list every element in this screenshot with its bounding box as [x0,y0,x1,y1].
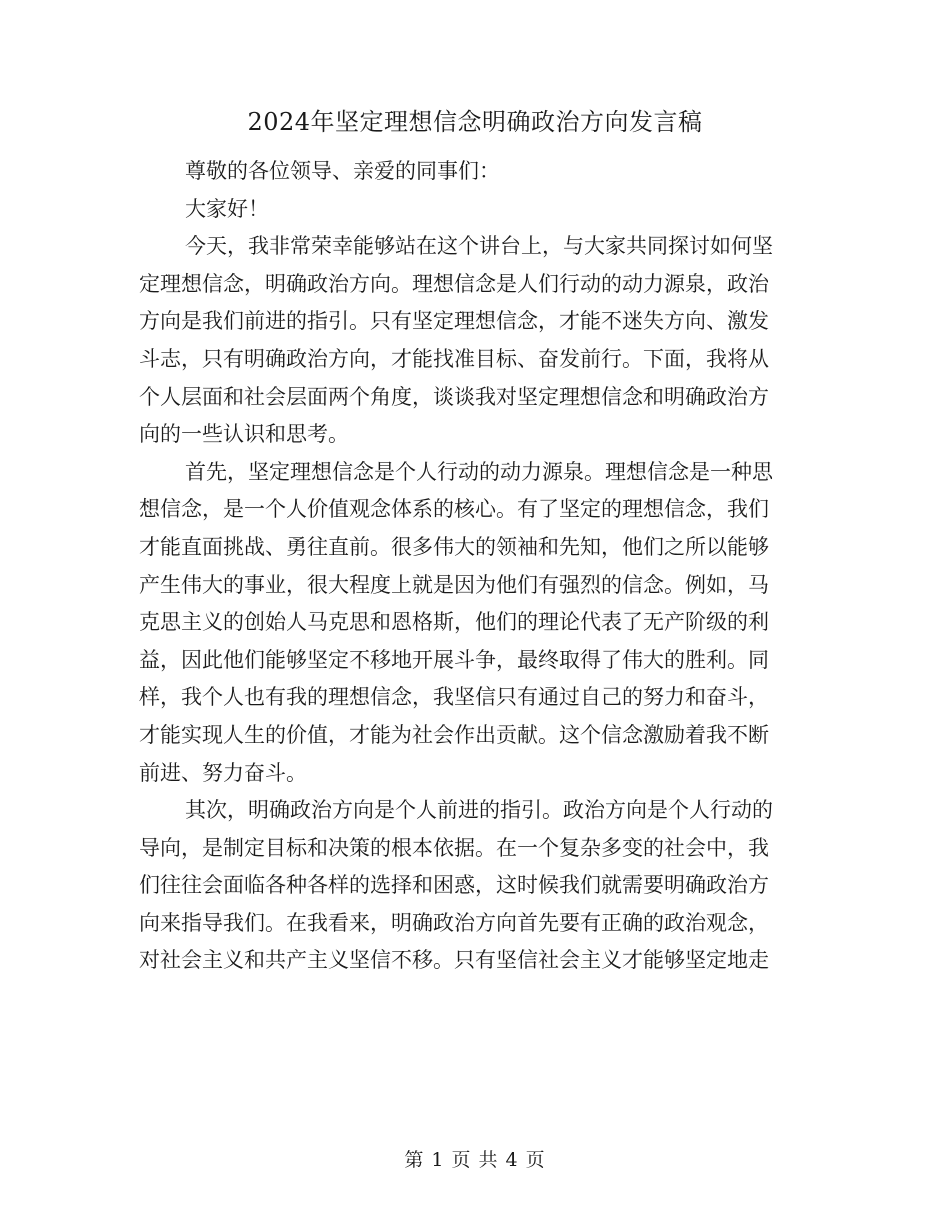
paragraph-1-line-5: 个人层面和社会层面两个角度，谈谈我对坚定理想信念和明确政治方 [139,384,769,409]
paragraph-2-line-8: 才能实现人生的价值，才能为社会作出贡献。这个信念激励着我不断 [139,722,769,747]
salutation-line: 尊敬的各位领导、亲爱的同事们： [185,159,500,183]
paragraph-3-line-1: 其次，明确政治方向是个人前进的指引。政治方向是个人行动的 [185,798,773,823]
paragraph-1-line-1: 今天，我非常荣幸能够站在这个讲台上，与大家共同探讨如何坚 [185,234,773,259]
paragraph-2-line-3: 才能直面挑战、勇往直前。很多伟大的领袖和先知，他们之所以能够 [139,534,769,559]
paragraph-3-line-2: 导向，是制定目标和决策的根本依据。在一个复杂多变的社会中，我 [139,835,769,860]
paragraph-2-line-7: 样，我个人也有我的理想信念，我坚信只有通过自己的努力和奋斗， [139,685,769,710]
paragraph-2-line-9: 前进、努力奋斗。 [139,760,307,785]
greeting-line: 大家好！ [185,196,269,221]
paragraph-3-line-5: 对社会主义和共产主义坚信不移。只有坚信社会主义才能够坚定地走 [139,948,769,973]
paragraph-1-line-4: 斗志，只有明确政治方向，才能找准目标、奋发前行。下面，我将从 [139,346,769,371]
paragraph-1-line-3: 方向是我们前进的指引。只有坚定理想信念，才能不迷失方向、激发 [139,309,769,334]
paragraph-1-line-2: 定理想信念，明确政治方向。理想信念是人们行动的动力源泉，政治 [139,271,769,296]
paragraph-2-line-4: 产生伟大的事业，很大程度上就是因为他们有强烈的信念。例如，马 [139,572,769,597]
paragraph-2-line-2: 想信念，是一个人价值观念体系的核心。有了坚定的理想信念，我们 [139,497,769,522]
paragraph-2-line-6: 益，因此他们能够坚定不移地开展斗争，最终取得了伟大的胜利。同 [139,647,769,672]
paragraph-1-line-6: 向的一些认识和思考。 [139,422,349,447]
paragraph-2-line-5: 克思主义的创始人马克思和恩格斯，他们的理论代表了无产阶级的利 [139,610,769,635]
page-number-footer: 第 1 页 共 4 页 [404,1149,546,1171]
paragraph-3-line-4: 向来指导我们。在我看来，明确政治方向首先要有正确的政治观念， [139,910,769,935]
document-title: 2024年坚定理想信念明确政治方向发言稿 [247,108,703,136]
document-body [139,153,804,980]
paragraph-2-line-1: 首先，坚定理想信念是个人行动的动力源泉。理想信念是一种思 [185,459,773,484]
paragraph-3-line-3: 们往往会面临各种各样的选择和困惑，这时候我们就需要明确政治方 [139,873,769,898]
